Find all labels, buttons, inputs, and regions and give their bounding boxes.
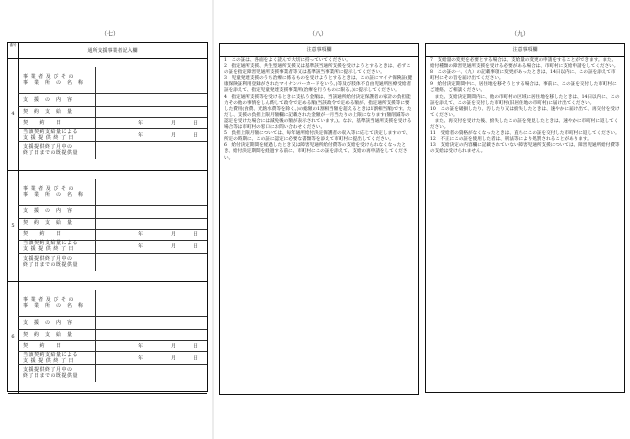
office-name-row (18, 179, 207, 206)
row-label (18, 351, 96, 364)
entry-field[interactable] (96, 128, 207, 141)
row-label-line: 支 援 提 供 終 了 日 (23, 357, 75, 364)
notes-body-9 (430, 58, 620, 156)
row-label-line: 事 業 者 及 び そ の (23, 297, 75, 304)
row-label (18, 229, 96, 240)
date-unit-year: 年 (138, 231, 144, 238)
date-unit-year: 年 (138, 343, 144, 350)
entry-field[interactable] (96, 141, 207, 159)
date-unit-month: 月 (171, 132, 177, 138)
support-content-row (18, 205, 207, 219)
date-unit-day: 日 (193, 120, 199, 126)
row-label-line: 事 業 者 及 び そ の (23, 185, 75, 192)
row-label-line: 支 援 の 内 容 (23, 319, 73, 326)
note-paragraph: 3 児童発達支援のうち治療に係るものを受けようとするときは、この証にマイナ保険証(健康保険証利用登録がされたマイナンバーカードをいう。)等及び肢体不自由児通所医療受給者証を添えて、指定児童発達支援事業所(治療を行うものに限る。)に提示してください。 (224, 76, 413, 94)
row-label (18, 218, 96, 229)
provided-amount-row (18, 364, 207, 382)
row-label-line: 支援提供終了月中の (23, 367, 73, 374)
entry-field[interactable] (96, 205, 207, 218)
row-label-line: 契 約 支 給 量 (23, 331, 73, 338)
row-label (18, 141, 96, 159)
row-label-line: 終了日までの既提供量 (23, 261, 79, 268)
row-label (18, 290, 96, 316)
entry-field[interactable] (96, 229, 207, 240)
row-label-line: 当該契約支給量による (23, 128, 79, 135)
date-unit-year: 年 (138, 132, 144, 138)
entry-field[interactable] (96, 351, 207, 364)
note-paragraph: 2 指定通所支援、共生型通所支援又は基準該当通所支援を受けようとするときは、必ずこの証を指定障害児通所支援事業者等又は基準該当事業所に提示してください。 (224, 64, 411, 76)
date-unit-year: 年 (138, 120, 144, 126)
date-unit-month: 月 (171, 231, 177, 238)
block-number: 6 (8, 281, 19, 393)
entry-field[interactable] (96, 117, 207, 128)
row-label-line: 支 援 提 供 終 了 日 (23, 134, 75, 141)
date-unit-month: 月 (171, 343, 177, 350)
entry-field[interactable] (96, 316, 207, 329)
entry-field[interactable] (96, 340, 207, 351)
panel-number-9: （九） (510, 31, 529, 38)
provider-block (8, 170, 207, 283)
entry-field[interactable] (96, 67, 207, 93)
date-unit-day: 日 (193, 231, 199, 238)
entry-field[interactable] (96, 93, 207, 106)
office-name-row (18, 290, 207, 317)
date-unit-day: 日 (193, 243, 199, 250)
block-number: 4 (8, 58, 19, 170)
provider-entry-table (7, 42, 208, 392)
note-paragraph: 1 この証は、各面をよく読んで大切に持っていてください。 (224, 58, 351, 63)
date-unit-day: 日 (193, 355, 199, 362)
row-label-line: 支 援 提 供 終 了 日 (23, 246, 75, 253)
note-paragraph: 8 この証の一、（九）の記載事項に変更があったときは、14日以内に、この証を添えて市町村にその旨を届け出てください。 (430, 70, 616, 82)
notes-title-9: 注意事項欄 (426, 44, 624, 57)
row-label-line: 契 約 日 (23, 119, 62, 126)
notes-box-9 (425, 43, 625, 393)
entry-field[interactable] (96, 240, 207, 253)
panel-number-7: （七） (100, 31, 119, 38)
date-unit-year: 年 (138, 355, 144, 362)
entry-field[interactable] (96, 329, 207, 340)
notes-box-8 (219, 43, 419, 395)
row-label-line: 事 業 所 の 名 称 (23, 80, 84, 86)
date-unit-day: 日 (193, 343, 199, 350)
table-header (8, 43, 207, 59)
provider-block (8, 58, 207, 171)
row-label-line: 契 約 日 (23, 231, 62, 238)
date-unit-month: 月 (171, 243, 177, 250)
row-label (18, 128, 96, 141)
row-label-line: 事 業 者 及 び そ の (23, 74, 75, 80)
row-label-line: 当該契約支給量による (23, 240, 79, 247)
row-label (18, 67, 96, 93)
entry-field[interactable] (96, 106, 207, 117)
row-label (18, 205, 96, 218)
row-label (18, 364, 96, 382)
note-paragraph: また、再交付を受けた後、紛失したこの証を発見したときは、速やかに市町村に返してください。 (430, 118, 619, 131)
notes-title-8: 注意事項欄 (220, 44, 418, 57)
note-paragraph: 10 この証を破損したり、汚したり又は紛失したときは、速やかに届け出て、再交付を受けてください。 (430, 106, 620, 118)
row-label-line: 支援提供終了月中の (23, 144, 73, 150)
date-unit-year: 年 (138, 243, 144, 250)
row-label (18, 340, 96, 351)
support-content-row (18, 316, 207, 330)
row-label-line: 契 約 支 給 量 (23, 108, 73, 115)
note-paragraph: 9 給付決定期間中に、居住地を移そうとする場合は、事前に、この証を交付した市町村にご連絡、ご相談ください。 (430, 82, 617, 94)
row-label (18, 329, 96, 340)
row-label-line: 支 援 の 内 容 (23, 96, 73, 103)
row-label (18, 253, 96, 271)
provided-amount-row (18, 253, 207, 271)
office-name-row (18, 67, 207, 94)
support-end-date-row (18, 351, 207, 365)
entry-field[interactable] (96, 218, 207, 229)
note-paragraph: 7 支給量の変更を必要とする場合は、支給量の変更の申請をすることができます。また、給付種類の障害児通所支援を受ける必要がある場合は、市町村に支給申請をしてください。 (430, 58, 619, 70)
row-label-line: 支 援 の 内 容 (23, 208, 73, 215)
row-label (18, 179, 96, 205)
block-number: 5 (8, 170, 19, 282)
date-unit-month: 月 (171, 355, 177, 362)
row-label-line: 終了日までの既提供量 (23, 373, 79, 380)
note-paragraph: 6 給付決定期間を経過したとき又は障害児通所給付費等の支給を受けられなくなったとき、給付決定期間を経過する前に、市町村にこの証を添えて、支給の再申請をしてください。 (224, 143, 408, 161)
support-end-date-row (18, 240, 207, 254)
number-column-header: 番号 (8, 43, 19, 58)
note-paragraph: また、支給決定期間内に、他の市町村の区域に居住地を移したときは、14日以内に、この証を添えて、この証を交付した市町村(旧居住地の市町村)に届け出てください。 (430, 94, 620, 106)
note-paragraph: 13 支給決定の内容欄に記載されていない障害児通所支援については、障害児通所給付費等の支給は受けられません。 (430, 143, 620, 155)
row-label-line: 契 約 日 (23, 342, 62, 349)
note-paragraph: 11 受給者の資格がなくなったときは、直ちにこの証を交付した市町村に返してください。 (430, 131, 620, 137)
note-paragraph: 5 負担上限月額については、毎年通所給付決定保護者の収入等に応じて決定しますので、所定の時期に、この証に認定に必要な書類等を添えて市町村に提出してください。 (224, 131, 411, 143)
support-end-date-row (18, 128, 207, 142)
row-label (18, 316, 96, 329)
support-content-row (18, 93, 207, 107)
row-label-line: 契 約 支 給 量 (23, 220, 73, 227)
row-label-line: 当該契約支給量による (23, 351, 79, 358)
date-unit-day: 日 (193, 132, 199, 138)
row-label-line: 事 業 所 の 名 称 (23, 191, 84, 198)
note-paragraph: 4 指定通所支援等を受けるときに支払う金額は、当該通所給付決定保護者の家計の負担能力その他の事情をしん酌して政令で定める額(当該政令で定める額が、指定通所支援等に要した費用(食費、光熱水費等を除く。)の総額の1割相当額を超えるときは1割相当額)です。ただし、支援の負担上限月額欄に記載された金額が一月当たりの上限になります(額削減等の認定を受けた場合には減免後の額が表示されています。)。なお、基準該当通所支援を受ける場合等は市町村の窓口にお問い合わせください。 (224, 94, 412, 131)
panel-number-8: （八） (308, 31, 327, 38)
row-label (18, 240, 96, 253)
notes-body-8 (224, 58, 414, 162)
date-unit-month: 月 (171, 120, 177, 126)
row-label-line: 事 業 所 の 名 称 (23, 303, 84, 310)
entry-field[interactable] (96, 253, 207, 271)
note-paragraph: 12 不正にこの証を使用した者は、刑法等により処罰されることがあります。 (430, 137, 592, 143)
row-label (18, 93, 96, 106)
row-label-line: 支援提供終了月中の (23, 255, 73, 262)
entry-field[interactable] (96, 290, 207, 316)
table-title: 通所支援事業者記入欄 (87, 48, 138, 54)
provider-block (8, 281, 207, 394)
row-label-line: 終了日までの既提供量 (23, 150, 79, 156)
entry-field[interactable] (96, 364, 207, 382)
row-label (18, 106, 96, 117)
row-label (18, 117, 96, 128)
provided-amount-row (18, 141, 207, 159)
entry-field[interactable] (96, 179, 207, 205)
